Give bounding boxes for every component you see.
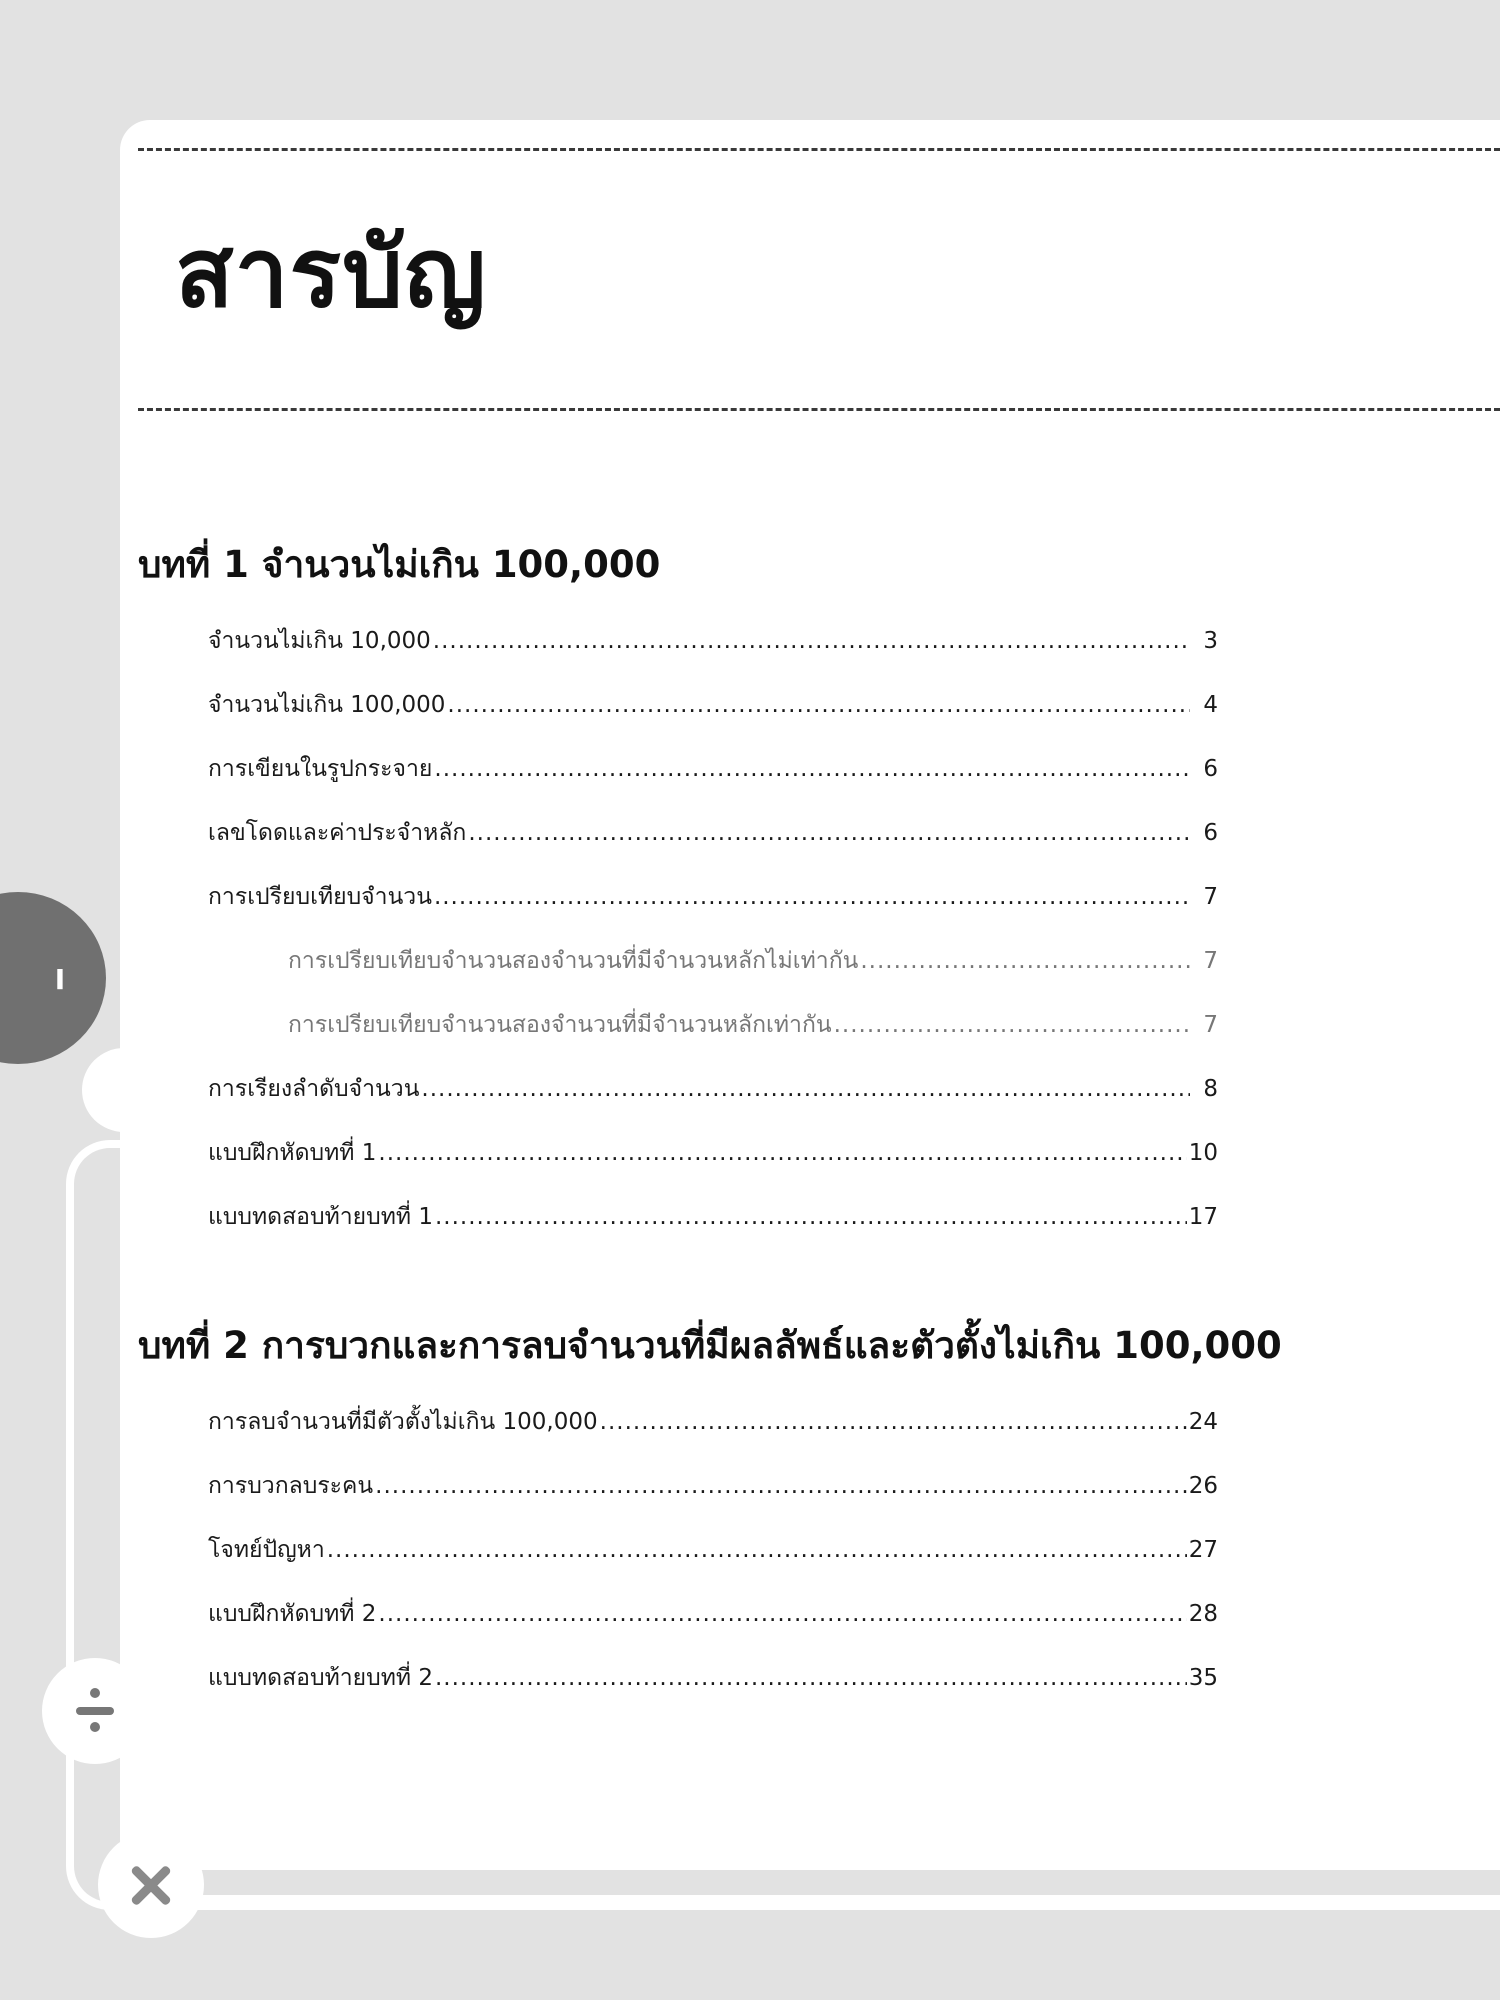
toc-entry-page: 8 [1203, 1076, 1218, 1102]
toc-entry[interactable] [208, 865, 1218, 929]
dot-leader [468, 801, 1190, 865]
toc-entry-page: 26 [1188, 1473, 1218, 1499]
dot-leader [327, 1518, 1187, 1582]
toc-entry[interactable] [208, 1518, 1218, 1582]
toc-entry-page: 4 [1203, 692, 1218, 718]
dot-leader [860, 929, 1190, 993]
dot-leader [435, 1646, 1187, 1710]
dot-leader [834, 993, 1190, 1057]
toc-entry-label: แบบฝึกหัดบทที่ 1 [208, 1140, 377, 1166]
toc-entry[interactable] [208, 1454, 1218, 1518]
toc-entry-page: 17 [1188, 1204, 1218, 1230]
toc-subentry[interactable] [288, 929, 1218, 993]
toc-entry[interactable] [208, 737, 1218, 801]
toc-entry[interactable] [208, 673, 1218, 737]
toc-entry[interactable] [208, 1646, 1218, 1710]
toc-entry-page: 24 [1188, 1409, 1218, 1435]
toc-entry-page: 7 [1203, 884, 1218, 910]
toc-entry-label: เลขโดดและค่าประจำหลัก [208, 820, 467, 846]
divide-icon-bar [76, 1707, 114, 1715]
toc-entry-page: 7 [1203, 948, 1218, 974]
toc-entry-page: 7 [1203, 1012, 1218, 1038]
toc-entries [138, 609, 1338, 1249]
chapter-tab-label: I [54, 963, 66, 996]
divide-icon [72, 1688, 120, 1734]
chapter-2-section [138, 1316, 1338, 1710]
dot-leader [378, 1121, 1186, 1185]
chapter-1-section [138, 535, 1338, 1249]
toc-entry-label: จำนวนไม่เกิน 100,000 [208, 692, 446, 718]
dot-leader [434, 865, 1190, 929]
dot-leader [434, 737, 1190, 801]
toc-entry-label: แบบทดสอบท้ายบทที่ 1 [208, 1204, 433, 1230]
toc-entry-label: การลบจำนวนที่มีตัวตั้งไม่เกิน 100,000 [208, 1409, 598, 1435]
chapter-heading[interactable]: บทที่ 1 จำนวนไม่เกิน 100,000 [138, 543, 661, 586]
dot-leader [447, 673, 1190, 737]
toc-entry[interactable] [208, 609, 1218, 673]
toc-entry[interactable] [208, 1185, 1218, 1249]
top-dashed-divider [138, 148, 1500, 151]
toc-entry-label: แบบฝึกหัดบทที่ 2 [208, 1601, 377, 1627]
toc-entry-page: 10 [1188, 1140, 1218, 1166]
times-icon [128, 1862, 174, 1908]
toc-entry[interactable] [208, 1121, 1218, 1185]
toc-entry[interactable] [208, 1057, 1218, 1121]
toc-entry-label: การเปรียบเทียบจำนวนสองจำนวนที่มีจำนวนหลักไม่เท่ากัน [288, 948, 859, 974]
toc-entry[interactable] [208, 801, 1218, 865]
page-title: สารบัญ [175, 217, 487, 329]
toc-entry-label: แบบทดสอบท้ายบทที่ 2 [208, 1665, 433, 1691]
decorative-frame-bottom [110, 1895, 1500, 1903]
toc-entry-page: 28 [1188, 1601, 1218, 1627]
bottom-dashed-divider [138, 408, 1500, 411]
toc-entry[interactable] [208, 1390, 1218, 1454]
chapter-heading[interactable]: บทที่ 2 การบวกและการลบจำนวนที่มีผลลัพธ์และตัวตั้งไม่เกิน 100,000 [138, 1324, 1282, 1367]
divide-icon-dot [90, 1688, 100, 1698]
toc-entry-label: การเปรียบเทียบจำนวนสองจำนวนที่มีจำนวนหลักเท่ากัน [288, 1012, 832, 1038]
decorative-circle [82, 1048, 166, 1132]
toc-entries [138, 1390, 1338, 1710]
dot-leader [378, 1582, 1186, 1646]
toc-entry-page: 35 [1188, 1665, 1218, 1691]
dot-leader [375, 1454, 1187, 1518]
dot-leader [433, 609, 1190, 673]
toc-entry[interactable] [208, 1582, 1218, 1646]
toc-entry-page: 27 [1188, 1537, 1218, 1563]
dot-leader [421, 1057, 1190, 1121]
toc-entry-label: โจทย์ปัญหา [208, 1537, 325, 1563]
toc-entry-page: 3 [1203, 628, 1218, 654]
toc-entry-label: การเรียงลำดับจำนวน [208, 1076, 420, 1102]
dot-leader [600, 1390, 1187, 1454]
divide-icon-dot [90, 1722, 100, 1732]
toc-entry-label: จำนวนไม่เกิน 10,000 [208, 628, 431, 654]
toc-subentry[interactable] [288, 993, 1218, 1057]
toc-entry-label: การเปรียบเทียบจำนวน [208, 884, 432, 910]
toc-entry-label: การบวกลบระคน [208, 1473, 374, 1499]
toc-entry-page: 6 [1203, 820, 1218, 846]
toc-entry-page: 6 [1203, 756, 1218, 782]
dot-leader [435, 1185, 1187, 1249]
toc-entry-label: การเขียนในรูปกระจาย [208, 756, 433, 782]
